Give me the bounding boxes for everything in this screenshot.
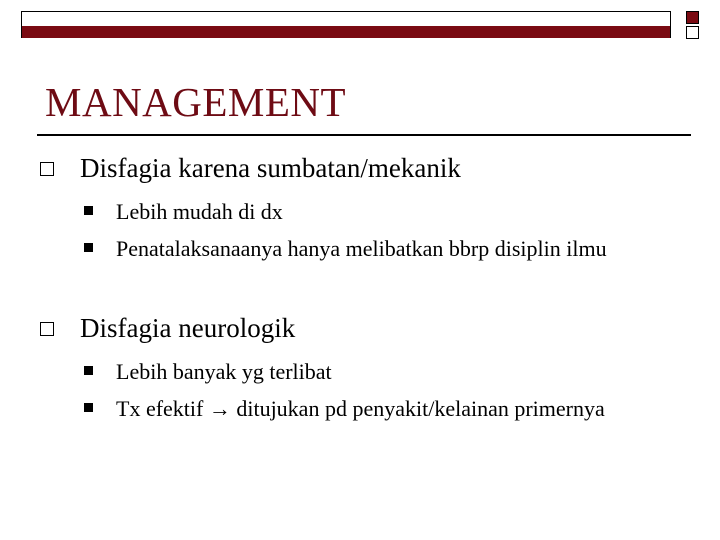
corner-square-outline bbox=[686, 26, 699, 39]
bullet-text: Lebih banyak yg terlibat bbox=[116, 359, 332, 384]
filled-square-bullet-icon bbox=[84, 366, 93, 375]
slide-title: MANAGEMENT bbox=[45, 79, 347, 125]
bullet-level2 bbox=[84, 230, 626, 267]
corner-square-filled bbox=[686, 11, 699, 24]
bullet-text: Penatalaksanaanya hanya melibatkan bbrp disiplin ilmu bbox=[116, 236, 607, 261]
filled-square-bullet-icon bbox=[84, 243, 93, 252]
bullet-text: Disfagia neurologik bbox=[80, 313, 296, 343]
bullet-text: Tx efektif → ditujukan pd penyakit/kelainan primernya bbox=[116, 396, 605, 421]
bullet-level2 bbox=[84, 353, 626, 390]
bullet-level2 bbox=[84, 193, 626, 230]
title-divider bbox=[37, 134, 691, 136]
filled-square-bullet-icon bbox=[84, 403, 93, 412]
hollow-square-bullet-icon bbox=[40, 162, 54, 176]
filled-square-bullet-icon bbox=[84, 206, 93, 215]
bullet-text: Disfagia karena sumbatan/mekanik bbox=[80, 153, 461, 183]
bullet-text: Lebih mudah di dx bbox=[116, 199, 283, 224]
header-band bbox=[22, 26, 670, 38]
bullet-level2 bbox=[84, 390, 626, 427]
hollow-square-bullet-icon bbox=[40, 322, 54, 336]
